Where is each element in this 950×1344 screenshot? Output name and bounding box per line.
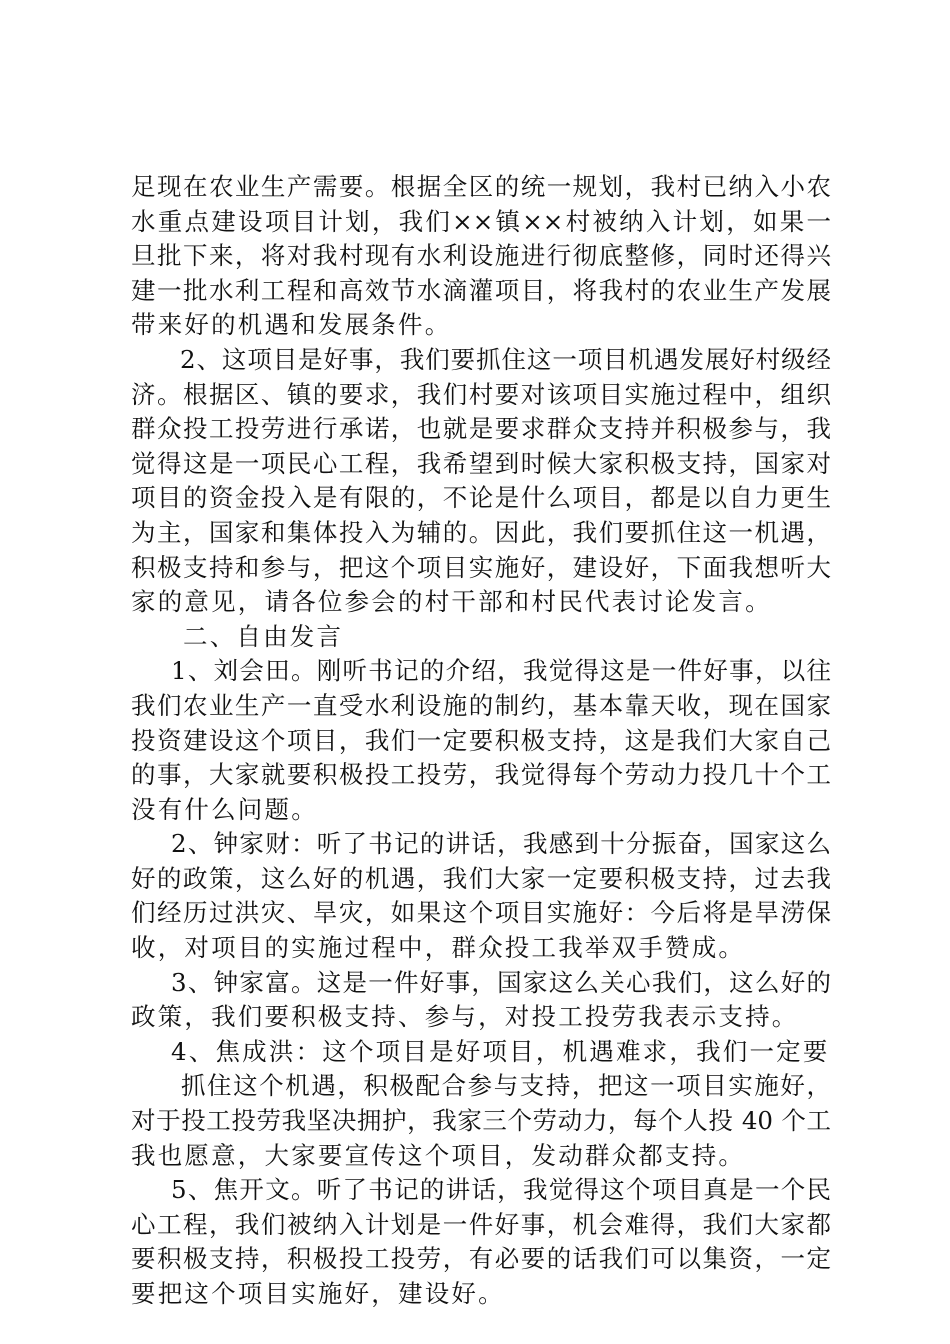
- text-line: 项目的资金投入是有限的，不论是什么项目，都是以自力更生: [131, 483, 831, 513]
- text-line: 好的政策，这么好的机遇，我们大家一定要积极支持，过去我: [131, 863, 831, 893]
- paragraph-start-line: 5、焦开文。听了书记的讲话，我觉得这个项目真是一个民: [171, 1175, 831, 1205]
- text-line: 要积极支持，积极投工投劳，有必要的话我们可以集资，一定: [131, 1244, 831, 1274]
- text-line: 收，对项目的实施过程中，群众投工我举双手赞成。: [131, 933, 746, 963]
- text-line: 带来好的机遇和发展条件。: [131, 310, 452, 340]
- text-line: 没有什么问题。: [131, 794, 318, 824]
- text-line: 政策，我们要积极支持、参与，对投工投劳我表示支持。: [131, 1002, 799, 1032]
- text-line: 我也愿意，大家要宣传这个项目，发动群众都支持。: [131, 1140, 746, 1170]
- text-line: 的事，大家就要积极投工投劳，我觉得每个劳动力投几十个工: [131, 760, 831, 790]
- text-line: 抓住这个机遇，积极配合参与支持，把这一项目实施好，: [181, 1071, 831, 1101]
- paragraph-start-line: 2、钟家财：听了书记的讲话，我感到十分振奋，国家这么: [171, 829, 831, 859]
- section-heading: 二、自由发言: [183, 621, 344, 651]
- text-line: 觉得这是一项民心工程，我希望到时候大家积极支持，国家对: [131, 448, 831, 478]
- document-body: [131, 170, 831, 1312]
- text-line: 我们农业生产一直受水利设施的制约，基本靠天收，现在国家: [131, 690, 831, 720]
- text-line: 对于投工投劳我坚决拥护，我家三个劳动力，每个人投 40 个工: [131, 1106, 831, 1136]
- text-line: 投资建设这个项目，我们一定要积极支持，这是我们大家自己: [131, 725, 831, 755]
- paragraph-start-line: 2、这项目是好事，我们要抓住这一项目机遇发展好村级经: [180, 344, 831, 374]
- text-line: 积极支持和参与，把这个项目实施好，建设好，下面我想听大: [131, 552, 831, 582]
- paragraph-start-line: 4、焦成洪：这个项目是好项目，机遇难求，我们一定要: [171, 1036, 830, 1066]
- paragraph-start-line: 1、刘会田。刚听书记的介绍，我觉得这是一件好事，以往: [171, 656, 831, 686]
- text-line: 济。根据区、镇的要求，我们村要对该项目实施过程中，组织: [131, 379, 831, 409]
- text-line: 们经历过洪灾、旱灾，如果这个项目实施好：今后将是旱涝保: [131, 898, 831, 928]
- text-line: 家的意见，请各位参会的村干部和村民代表讨论发言。: [131, 587, 772, 617]
- text-line: 旦批下来，将对我村现有水利设施进行彻底整修，同时还得兴: [131, 241, 831, 271]
- text-line: 要把这个项目实施好，建设好。: [131, 1279, 505, 1308]
- text-line: 足现在农业生产需要。根据全区的统一规划，我村已纳入小农: [131, 172, 831, 201]
- text-line: 群众投工投劳进行承诺，也就是要求群众支持并积极参与，我: [131, 414, 831, 444]
- paragraph-start-line: 3、钟家富。这是一件好事，国家这么关心我们，这么好的: [171, 967, 831, 997]
- text-line: 水重点建设项目计划，我们××镇××村被纳入计划，如果一: [131, 206, 831, 236]
- text-line: 为主，国家和集体投入为辅的。因此，我们要抓住这一机遇，: [131, 517, 831, 547]
- text-line: 心工程，我们被纳入计划是一件好事，机会难得，我们大家都: [131, 1209, 831, 1239]
- text-line: 建一批水利工程和高效节水滴灌项目，将我村的农业生产发展: [131, 275, 831, 305]
